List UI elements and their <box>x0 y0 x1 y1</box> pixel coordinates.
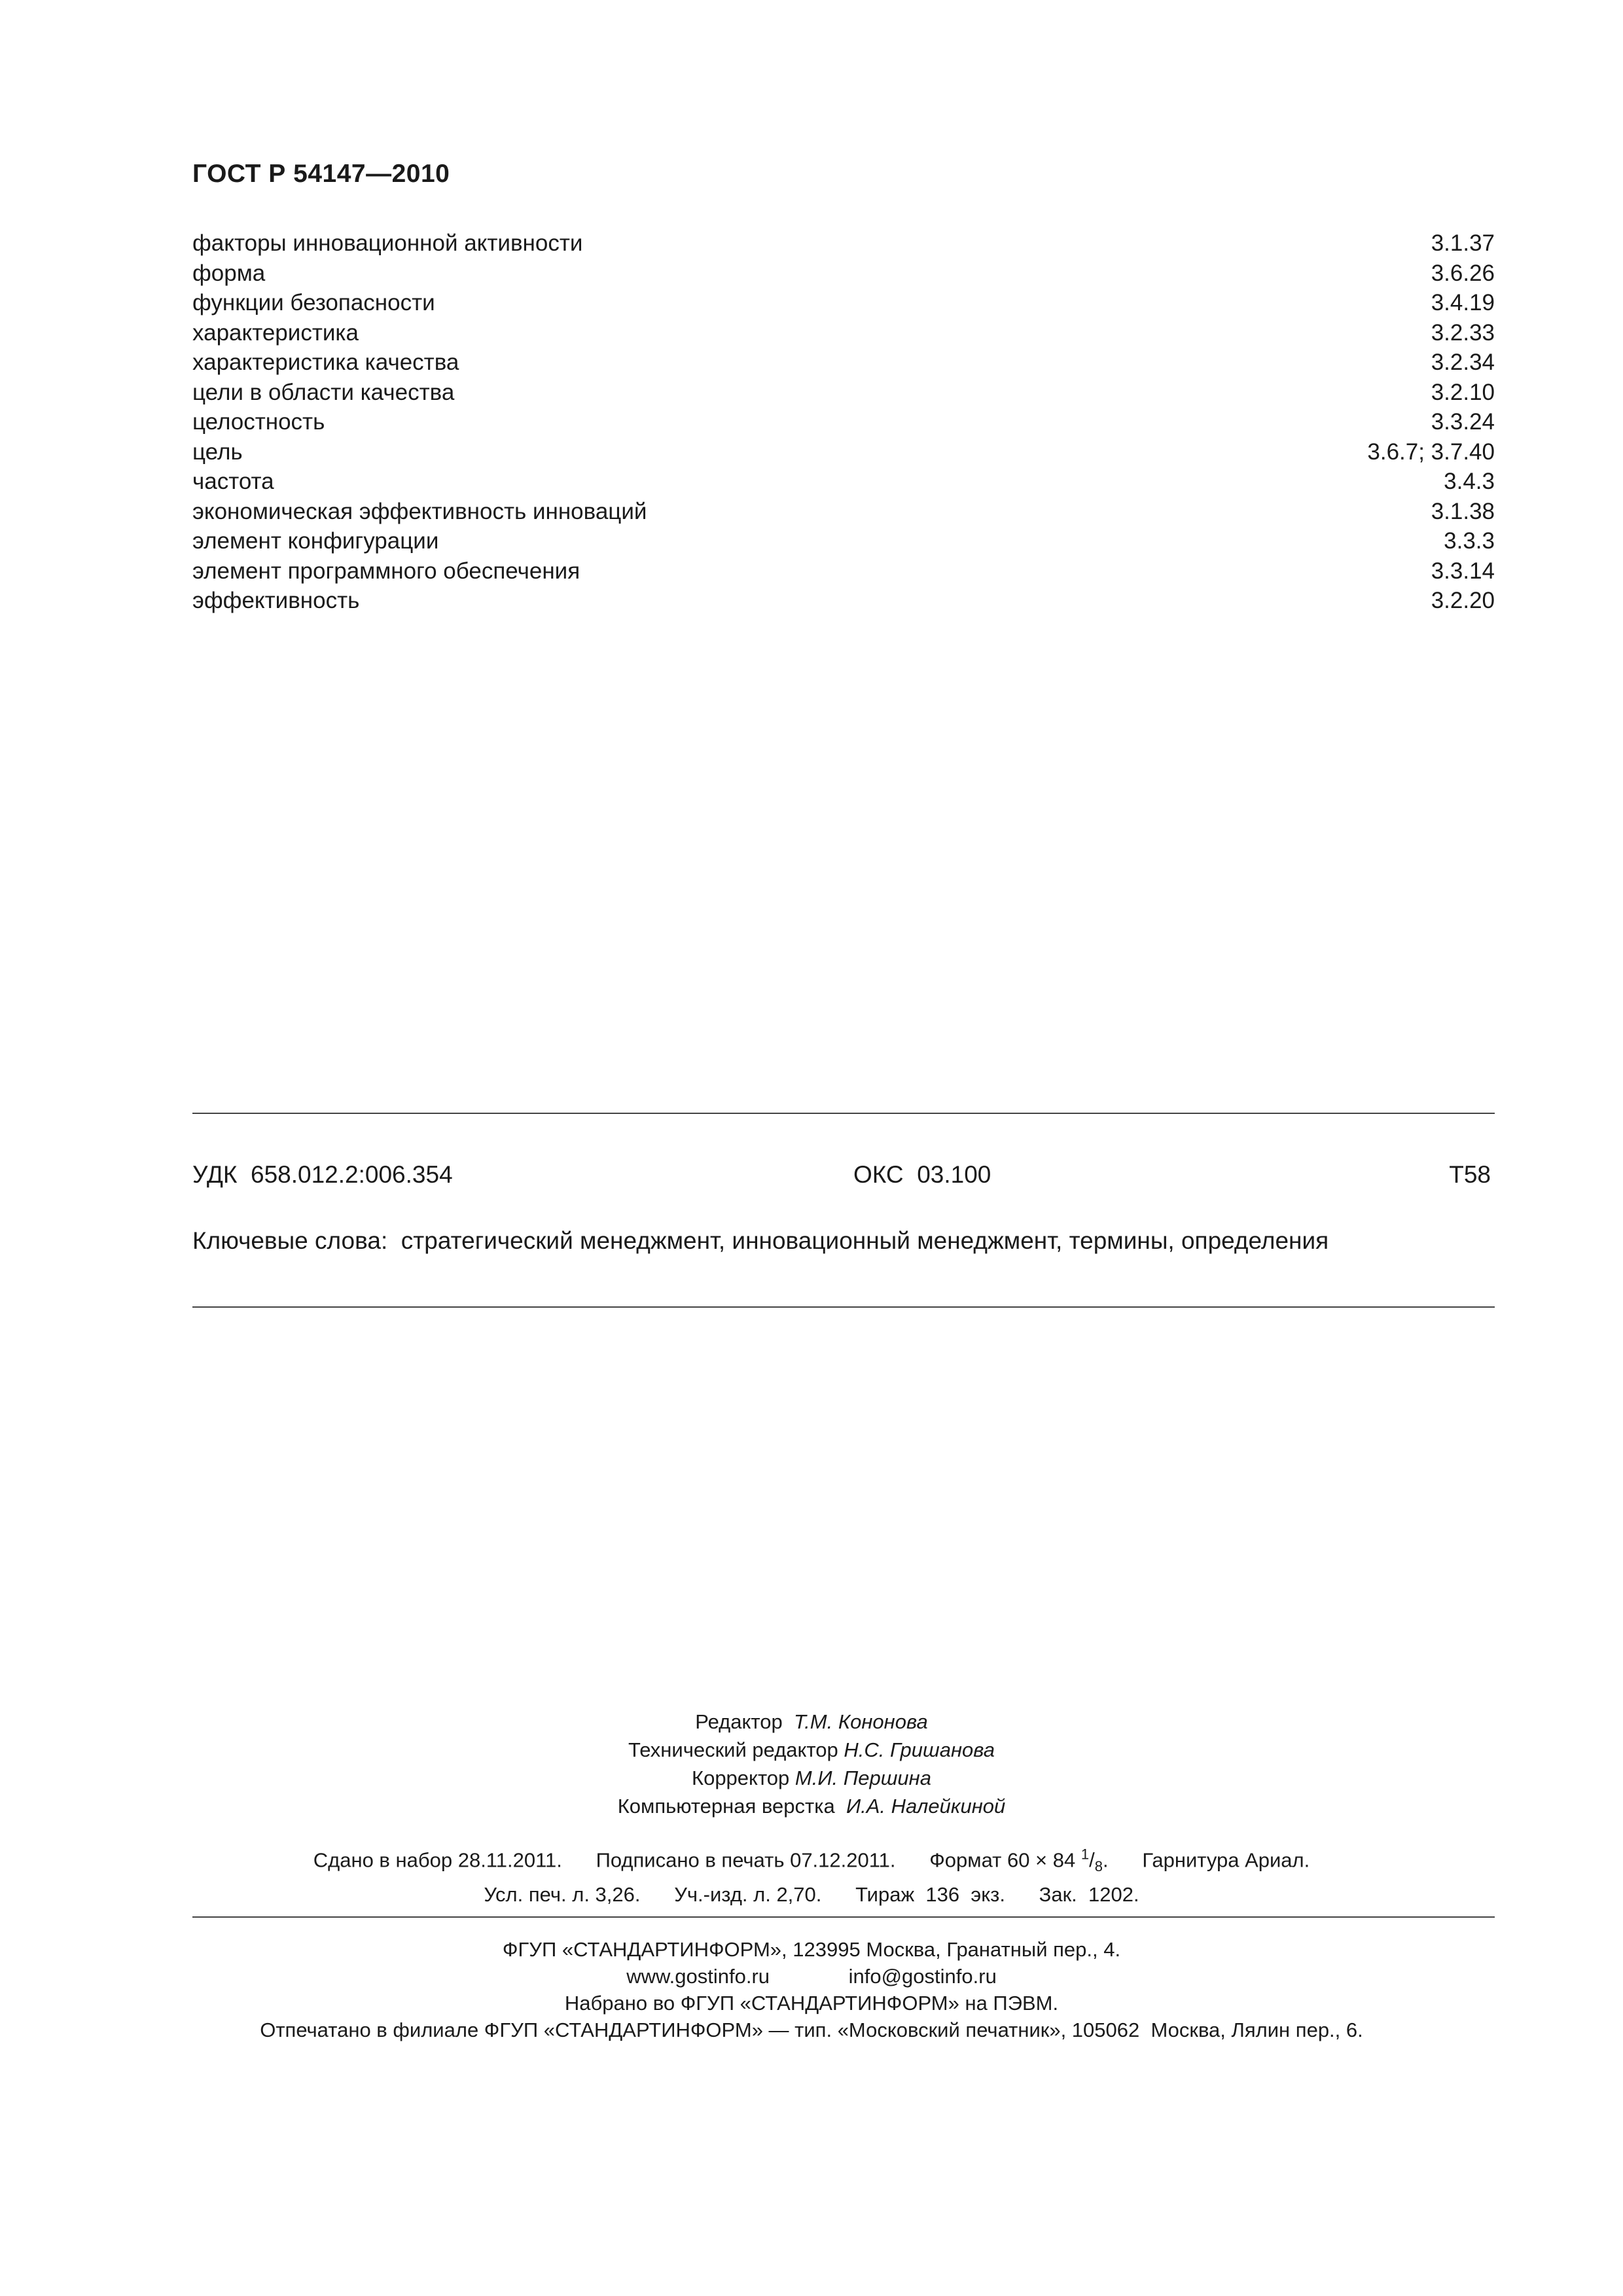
proofreader-name: М.И. Першина <box>794 1767 931 1789</box>
index-ref: 3.1.38 <box>1431 498 1495 524</box>
index-term: характеристика качества <box>192 350 459 375</box>
index-ref: 3.1.37 <box>1431 230 1495 256</box>
index-row <box>192 228 1495 259</box>
typeset-note: Набрано во ФГУП «СТАНДАРТИНФОРМ» на ПЭВМ. <box>564 1992 1059 2015</box>
tech-editor-line <box>0 1736 1623 1764</box>
index-term: функции безопасности <box>192 290 435 315</box>
index-ref: 3.4.19 <box>1431 290 1495 315</box>
index-term: характеристика <box>192 319 359 346</box>
proofreader-line <box>0 1764 1623 1792</box>
publisher-contacts <box>0 1963 1623 1990</box>
tech-editor-name: Н.С. Гришанова <box>844 1738 995 1761</box>
index-ref: 3.3.3 <box>1444 528 1495 554</box>
editor-line <box>0 1708 1623 1736</box>
index-term: эффективность <box>192 588 360 613</box>
index-row <box>192 467 1495 497</box>
editor-label: Редактор <box>695 1710 783 1733</box>
alphabetical-index <box>192 228 1495 616</box>
proofreader-label: Корректор <box>692 1767 790 1789</box>
format-numerator: 1 <box>1080 1846 1090 1863</box>
tech-editor-label: Технический редактор <box>628 1738 838 1761</box>
index-row <box>192 526 1495 556</box>
index-ref: 3.6.26 <box>1431 260 1495 286</box>
index-term: элемент конфигурации <box>192 528 439 554</box>
divider-line <box>192 1113 1495 1114</box>
signed-date: Подписано в печать 07.12.2011. <box>596 1848 896 1872</box>
classification-codes <box>192 1161 1495 1194</box>
index-row <box>192 378 1495 408</box>
index-term: элемент программного обеспечения <box>192 558 580 584</box>
index-term: частота <box>192 469 274 494</box>
index-ref: 3.3.14 <box>1431 558 1495 584</box>
usl-pech: Усл. печ. л. 3,26. <box>484 1883 641 1906</box>
submitted-date: Сдано в набор 28.11.2011. <box>313 1848 562 1872</box>
index-row <box>192 407 1495 437</box>
layout-name: И.А. Налейкиной <box>846 1795 1006 1818</box>
keywords-line <box>192 1227 1329 1255</box>
publisher-info <box>0 1936 1623 2043</box>
index-row <box>192 586 1495 616</box>
document-number: ГОСТ Р 54147—2010 <box>192 160 450 188</box>
index-ref: 3.2.10 <box>1431 379 1495 405</box>
index-term: целостность <box>192 409 325 435</box>
print-stats-line <box>0 1883 1623 1907</box>
oks-code: ОКС 03.100 <box>853 1161 991 1188</box>
layout-line <box>0 1792 1623 1820</box>
index-row <box>192 288 1495 318</box>
keywords-text: стратегический менеджмент, инновационный менеджмент, термины, определения <box>401 1227 1329 1254</box>
index-ref: 3.4.3 <box>1444 469 1495 494</box>
format-denominator: 8 <box>1094 1858 1103 1875</box>
typeface: Гарнитура Ариал. <box>1142 1848 1310 1872</box>
index-row <box>192 437 1495 467</box>
udk-code: УДК 658.012.2:006.354 <box>192 1161 453 1188</box>
publisher-website[interactable]: www.gostinfo.ru <box>626 1965 770 1988</box>
index-row <box>192 259 1495 289</box>
index-row <box>192 318 1495 348</box>
editor-name: Т.М. Кононова <box>793 1710 928 1733</box>
index-ref: 3.6.7; 3.7.40 <box>1367 439 1495 465</box>
index-term: цели в области качества <box>192 379 455 405</box>
layout-label: Компьютерная верстка <box>617 1795 835 1818</box>
editorial-credits <box>0 1708 1623 1820</box>
index-row <box>192 348 1495 378</box>
index-term: цель <box>192 439 243 465</box>
divider-line <box>192 1306 1495 1308</box>
index-ref: 3.2.20 <box>1431 588 1495 613</box>
t-code: Т58 <box>1449 1161 1491 1188</box>
index-ref: 3.3.24 <box>1431 409 1495 435</box>
divider-line <box>192 1916 1495 1918</box>
print-details-line: Сдано в набор 28.11.2011. Подписано в печать 07.12.2011. Формат 60 × 84 $^1/_8$. Гарнитура Ариал. <box>313 1846 1310 1875</box>
index-ref: 3.2.34 <box>1431 350 1495 375</box>
publisher-email[interactable]: info@gostinfo.ru <box>848 1965 997 1988</box>
uch-izd: Уч.-изд. л. 2,70. <box>674 1883 822 1906</box>
index-term: факторы инновационной активности <box>192 230 583 256</box>
order-number: Зак. 1202. <box>1039 1883 1139 1906</box>
keywords-label: Ключевые слова: <box>192 1227 388 1254</box>
printed-note: Отпечатано в филиале ФГУП «СТАНДАРТИНФОРМ» — тип. «Московский печатник», 105062 Москва, Лялин пер., 6. <box>260 2018 1363 2041</box>
publisher-address: ФГУП «СТАНДАРТИНФОРМ», 123995 Москва, Гранатный пер., 4. <box>502 1938 1121 1961</box>
print-run: Тираж 136 экз. <box>855 1883 1005 1906</box>
format-label: Формат 60 × 84 <box>929 1848 1076 1872</box>
index-term: форма <box>192 260 266 286</box>
format-fraction: $^1/_8$ <box>1080 1846 1103 1875</box>
index-ref: 3.2.33 <box>1431 319 1495 346</box>
index-row <box>192 556 1495 586</box>
index-row <box>192 497 1495 527</box>
index-term: экономическая эффективность инноваций <box>192 498 647 524</box>
